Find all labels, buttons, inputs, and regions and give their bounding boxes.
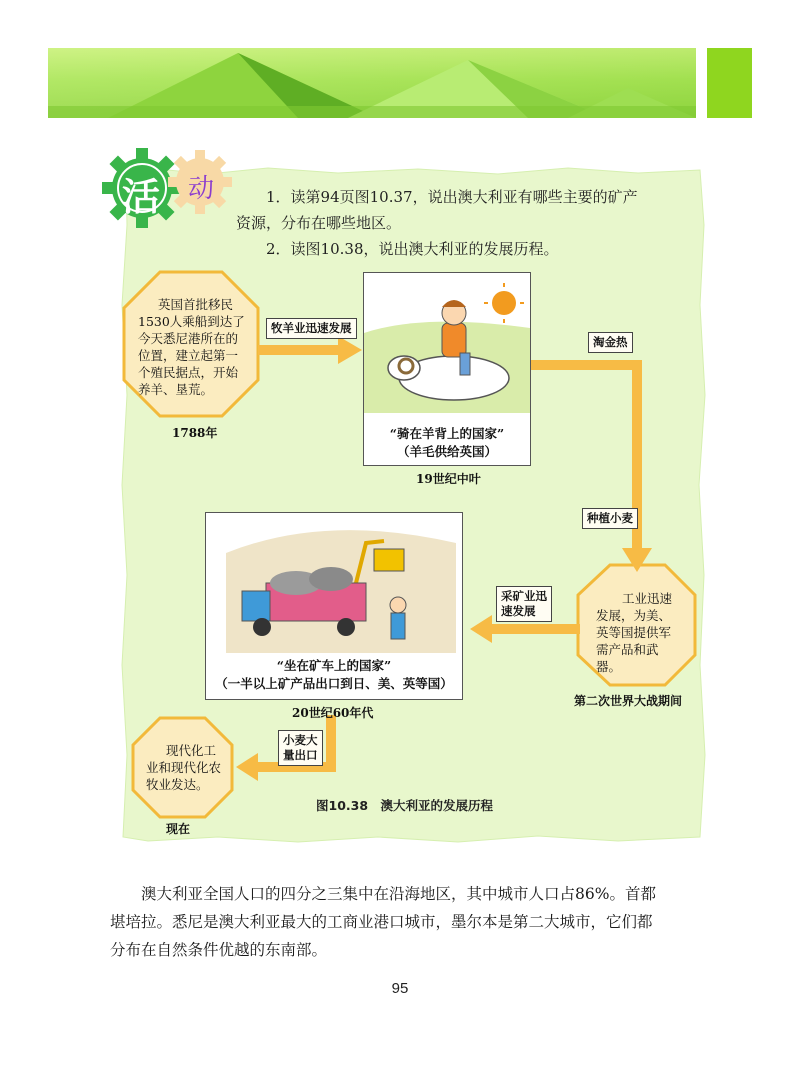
- stage-3-line: 工业迅速: [622, 591, 673, 606]
- stage-1-line: 养羊、垦荒。: [138, 382, 214, 397]
- stage-4-caption-line-2: （一半以上矿产品出口到日、美、英等国）: [215, 676, 453, 691]
- stage-1-line: 英国首批移民: [158, 297, 234, 312]
- stage-1-text: [138, 296, 245, 398]
- stage-1-date: 1788年: [172, 426, 218, 440]
- stage-1-line: 个殖民据点，开始: [138, 365, 239, 380]
- arrow-2: [530, 360, 652, 572]
- stage-3-text: [596, 590, 672, 675]
- stage-3-date: 第二次世界大战期间: [574, 694, 683, 708]
- stage-3-line: 英等国提供军: [596, 625, 672, 640]
- body-paragraph: [110, 880, 700, 964]
- stage-5-date: 现在: [166, 822, 191, 836]
- stage-2-date: 19世纪中叶: [416, 472, 481, 486]
- sheep-rider-illustration: [364, 273, 530, 413]
- arrow-4-label-line-2: 速发展: [501, 604, 536, 618]
- stage-1-line: 位置，建立起第一: [138, 348, 239, 363]
- stage-4-picture-frame: [205, 512, 463, 700]
- question-2: 2．读图10.38，说出澳大利亚的发展历程。: [266, 240, 559, 258]
- arrow-2-label: 淘金热: [588, 332, 633, 353]
- body-line-3: 分布在自然条件优越的东南部。: [110, 941, 328, 959]
- arrow-1: [258, 336, 362, 364]
- stage-4-caption-line-1: “坐在矿车上的国家”: [276, 658, 392, 673]
- stage-5-line: 业和现代化农: [146, 760, 222, 775]
- body-line-2: 堪培拉。悉尼是澳大利亚最大的工商业港口城市，墨尔本是第二大城市，它们都: [110, 913, 653, 931]
- question-1-line-2: 资源，分布在哪些地区。: [236, 214, 402, 232]
- stage-3-line: 发展，为美、: [596, 608, 672, 623]
- mining-truck-illustration: [206, 513, 462, 653]
- stage-4-date: 20世纪60年代: [292, 706, 374, 720]
- arrow-1-label: 牧羊业迅速发展: [266, 318, 357, 339]
- stage-2-caption-line-2: （羊毛供给英国）: [396, 444, 497, 459]
- activity-badge-main: 活: [122, 175, 161, 219]
- arrow-4-label-line-1: 采矿业迅: [501, 589, 547, 603]
- stage-1-line: 今天悉尼港所在的: [138, 331, 239, 346]
- arrow-3-label: 种植小麦: [582, 508, 638, 529]
- figure-title: 图10.38 澳大利亚的发展历程: [316, 798, 494, 813]
- stage-1-line: 1530人乘船到达了: [138, 314, 245, 329]
- stage-5-line: 现代化工: [166, 743, 217, 758]
- stage-2-picture-frame: [363, 272, 531, 466]
- stage-2-caption-line-1: “骑在羊背上的国家”: [389, 426, 505, 441]
- activity-badge-second: 动: [188, 174, 215, 204]
- arrow-4-label: [496, 586, 552, 622]
- stage-5-text: [146, 742, 221, 793]
- stage-5-line: 牧业发达。: [146, 777, 209, 792]
- question-1-line-1: 1．读第94页图10.37，说出澳大利亚有哪些主要的矿产: [266, 188, 638, 206]
- arrow-5-label-line-2: 量出口: [283, 748, 318, 762]
- page-number: 95: [391, 980, 409, 997]
- arrow-5-label: [278, 730, 323, 766]
- arrow-5-label-line-1: 小麦大: [283, 733, 318, 747]
- body-line-1: 澳大利亚全国人口的四分之三集中在沿海地区，其中城市人口占86%。首都: [141, 885, 656, 903]
- stage-3-line: 需产品和武: [596, 642, 659, 657]
- stage-3-line: 器。: [596, 659, 622, 674]
